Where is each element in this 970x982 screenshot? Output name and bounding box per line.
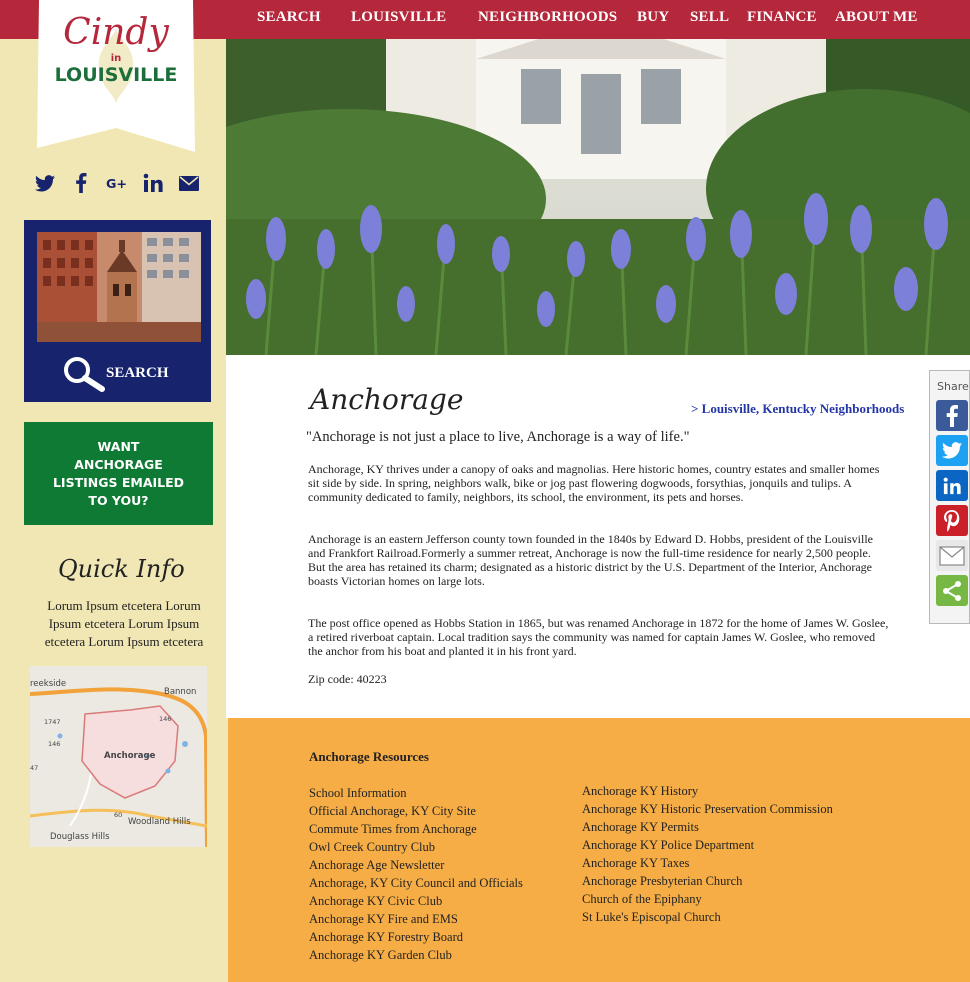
share-email-icon[interactable]	[936, 540, 968, 571]
quick-info-title: Quick Info	[58, 555, 185, 583]
resource-link[interactable]: Anchorage KY Fire and EMS	[309, 912, 458, 926]
resources-list-left	[309, 784, 523, 964]
search-box-label: SEARCH	[106, 365, 169, 381]
share-linkedin-icon[interactable]	[936, 470, 968, 501]
map-label-bannon: Bannon	[164, 687, 197, 697]
nav-finance[interactable]: FINANCE	[747, 8, 817, 25]
share-more-icon[interactable]	[936, 575, 968, 606]
email-listings-button[interactable]	[24, 422, 213, 525]
google-plus-icon[interactable]	[106, 172, 128, 194]
nav-neighborhoods[interactable]: NEIGHBORHOODS	[478, 8, 618, 25]
map-label-road-1747: 1747	[44, 718, 61, 726]
magnifier-icon	[62, 356, 106, 397]
resource-link[interactable]: Anchorage Presbyterian Church	[582, 874, 743, 888]
email-icon[interactable]	[178, 172, 200, 194]
nav-buy[interactable]: BUY	[637, 8, 670, 25]
social-links	[34, 172, 200, 194]
resource-link[interactable]: Anchorage KY Historic Preservation Commission	[582, 802, 833, 816]
map-label-road-146-east: 146	[159, 715, 172, 723]
share-pinterest-icon[interactable]	[936, 505, 968, 536]
breadcrumb-link[interactable]: > Louisville, Kentucky Neighborhoods	[691, 401, 905, 416]
page-quote: "Anchorage is not just a place to live, Anchorage is a way of life."	[306, 429, 690, 445]
area-map[interactable]	[30, 666, 207, 847]
share-facebook-icon[interactable]	[936, 400, 968, 431]
logo-in: in	[110, 53, 122, 64]
paragraph-2: Anchorage is an eastern Jefferson county town founded in the 1840s by Edward D. Hobbs, president of the Louisville and Frankfort Railroad.Formerly a summer retreat, Anchorage is now the full-time residence for nearly 2,500 people. But the area has retained its charm; designated as a historic district by the U.S. Department of the Interior, Anchorage boasts Victorian homes on large lots.	[308, 532, 873, 588]
map-label-road-146-west: 146	[48, 740, 61, 748]
linkedin-icon[interactable]	[142, 172, 164, 194]
resource-link[interactable]: Anchorage, KY City Council and Officials	[309, 876, 523, 890]
nav-search[interactable]: SEARCH	[257, 8, 321, 25]
map-label-creekside: reekside	[30, 679, 67, 689]
resource-link[interactable]: Anchorage Age Newsletter	[309, 858, 445, 872]
nav-louisville[interactable]: LOUISVILLE	[351, 8, 447, 25]
resource-link[interactable]: Official Anchorage, KY City Site	[309, 804, 476, 818]
resource-link[interactable]: St Luke's Episcopal Church	[582, 910, 721, 924]
resource-link[interactable]: Anchorage KY History	[582, 784, 699, 798]
map-label-douglass-hills: Douglass Hills	[50, 832, 110, 842]
share-twitter-icon[interactable]	[936, 435, 968, 466]
nav-sell[interactable]: SELL	[690, 8, 730, 25]
property-search-box[interactable]	[24, 220, 211, 402]
resource-link[interactable]: School Information	[309, 786, 407, 800]
map-label-woodland-hills: Woodland Hills	[128, 817, 191, 827]
resource-link[interactable]: Anchorage KY Civic Club	[309, 894, 443, 908]
email-listings-label: WANT ANCHORAGE LISTINGS EMAILED TO YOU?	[52, 438, 185, 508]
map-label-anchorage: Anchorage	[104, 751, 156, 761]
resource-link[interactable]: Church of the Epiphany	[582, 892, 702, 906]
logo-cindy: Cindy	[63, 12, 169, 53]
nav-about-me[interactable]: ABOUT ME	[835, 8, 918, 25]
map-label-road-60: 60	[114, 811, 123, 819]
zip-code: Zip code: 40223	[308, 672, 387, 686]
resource-link[interactable]: Owl Creek Country Club	[309, 840, 436, 854]
building-photo	[37, 232, 201, 342]
paragraph-3: The post office opened as Hobbs Station in 1865, but was renamed Anchorage in 1872 for the home of James W. Goslee, a retired riverboat captain. Local tradition says the community was named for captain James W. Goslee, who removed the anchor from his boat and planted it in his front yard.	[308, 616, 889, 658]
share-label: Share	[937, 380, 969, 393]
resource-link[interactable]: Anchorage KY Permits	[582, 820, 699, 834]
resource-link[interactable]: Anchorage KY Taxes	[582, 856, 690, 870]
resource-link[interactable]: Anchorage KY Forestry Board	[309, 930, 464, 944]
twitter-icon[interactable]	[34, 172, 56, 194]
map-label-road-47: 47	[30, 764, 39, 772]
resource-link[interactable]: Anchorage KY Police Department	[582, 838, 755, 852]
paragraph-1: Anchorage, KY thrives under a canopy of oaks and magnolias. Here historic homes, country estates and smaller homes sit side by side. In spring, neighbors walk, bike or jog past flowering dogwoods, forsythias, jonquils and tulips. A community dedicated to family, neighbors, its school, the environment, its pets and horses.	[308, 462, 880, 504]
site-logo[interactable]	[37, 0, 195, 155]
resource-link[interactable]: Anchorage KY Garden Club	[309, 948, 452, 962]
logo-louisville: LOUISVILLE	[54, 64, 178, 86]
resource-link[interactable]: Commute Times from Anchorage	[309, 822, 477, 836]
quick-info-text: Lorum Ipsum etcetera Lorum Ipsum etcetera Lorum Ipsum etcetera Lorum Ipsum etcetera	[44, 598, 204, 649]
page-title: Anchorage	[310, 383, 464, 416]
facebook-icon[interactable]	[70, 172, 92, 194]
svg-text:G+: G+	[106, 176, 128, 191]
hero-image	[226, 39, 970, 355]
resources-list-right	[582, 782, 833, 926]
resources-title: Anchorage Resources	[309, 749, 429, 764]
share-widget	[929, 370, 970, 624]
